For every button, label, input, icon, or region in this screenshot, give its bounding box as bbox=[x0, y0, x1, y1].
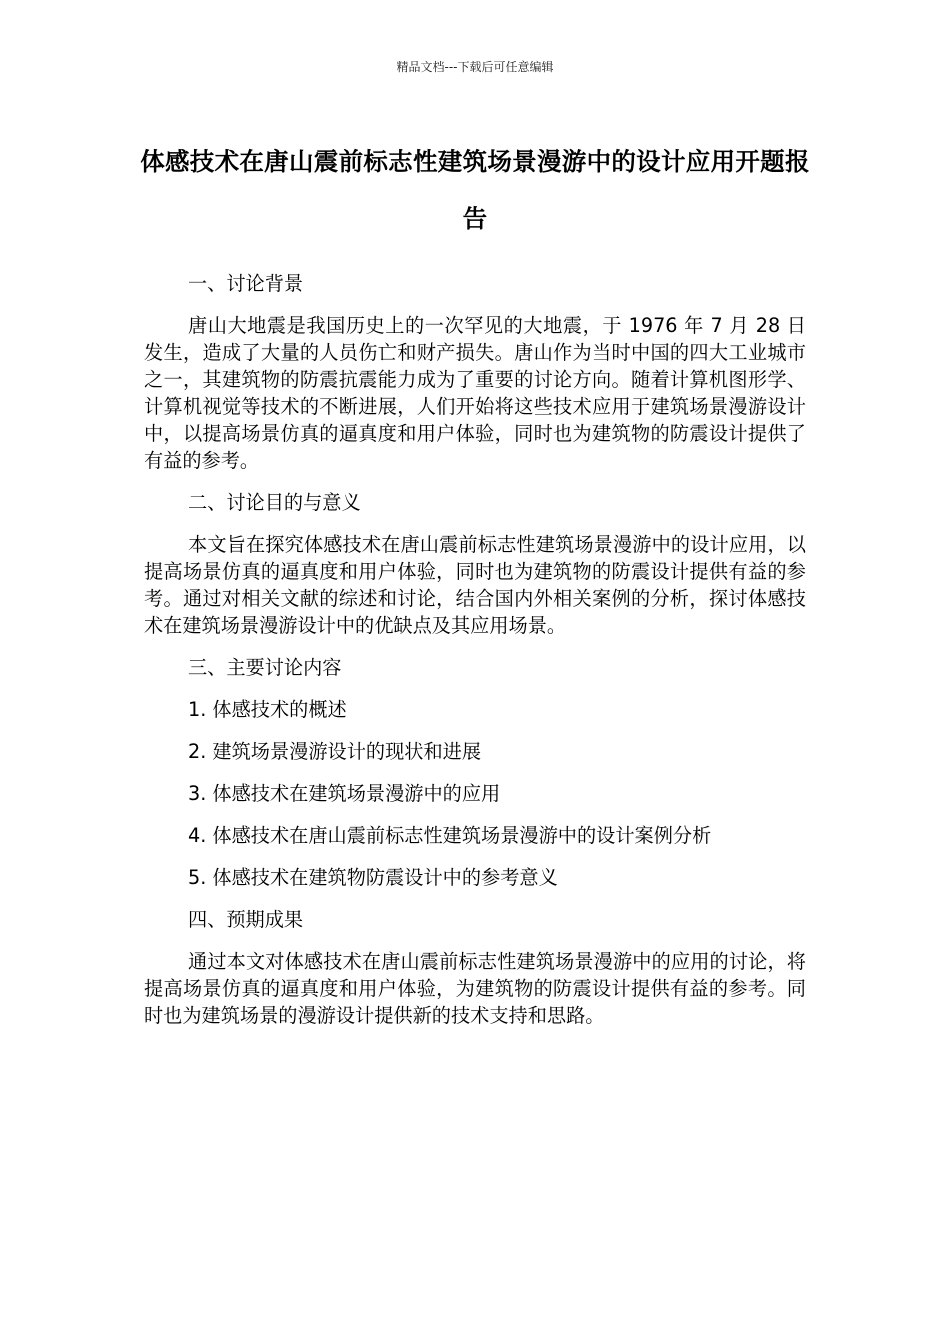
list-item: 3. 体感技术在建筑场景漫游中的应用 bbox=[188, 782, 501, 805]
section-heading-content: 三、主要讨论内容 bbox=[188, 656, 342, 679]
document-body bbox=[144, 270, 806, 1044]
list-item: 2. 建筑场景漫游设计的现状和进展 bbox=[188, 740, 482, 763]
paragraph-purpose: 本文旨在探究体感技术在唐山震前标志性建筑场景漫游中的设计应用，以提高场景仿真的逼真度和用户体验，同时也为建筑物的防震设计提供有益的参考。通过对相关文献的综述和讨论，结合国内外相关案例的分析，探讨体感技术在建筑场景漫游设计中的优缺点及其应用场景。 bbox=[144, 533, 806, 637]
list-item: 4. 体感技术在唐山震前标志性建筑场景漫游中的设计案例分析 bbox=[188, 824, 712, 847]
document-title: 体感技术在唐山震前标志性建筑场景漫游中的设计应用开题报告 bbox=[140, 147, 810, 233]
list-item: 5. 体感技术在建筑物防震设计中的参考意义 bbox=[188, 866, 558, 889]
section-heading-outcomes: 四、预期成果 bbox=[188, 908, 304, 931]
section-heading-purpose: 二、讨论目的与意义 bbox=[188, 491, 361, 514]
header-note: 精品文档---下载后可任意编辑 bbox=[396, 60, 554, 74]
list-item: 1. 体感技术的概述 bbox=[188, 698, 347, 721]
paragraph-background: 唐山大地震是我国历史上的一次罕见的大地震，于 1976 年 7 月 28 日发生，造成了大量的人员伤亡和财产损失。唐山作为当时中国的四大工业城市之一，其建筑物的防震抗震能力成为了重要的讨论方向。随着计算机图形学、计算机视觉等技术的不断进展，人们开始将这些技术应用于建筑场景漫游设计中，以提高场景仿真的逼真度和用户体验，同时也为建筑物的防震设计提供了有益的参考。 bbox=[144, 314, 806, 472]
section-heading-background: 一、讨论背景 bbox=[188, 272, 304, 295]
paragraph-outcomes: 通过本文对体感技术在唐山震前标志性建筑场景漫游中的应用的讨论，将提高场景仿真的逼真度和用户体验，为建筑物的防震设计提供有益的参考。同时也为建筑场景的漫游设计提供新的技术支持和思路。 bbox=[144, 950, 806, 1027]
